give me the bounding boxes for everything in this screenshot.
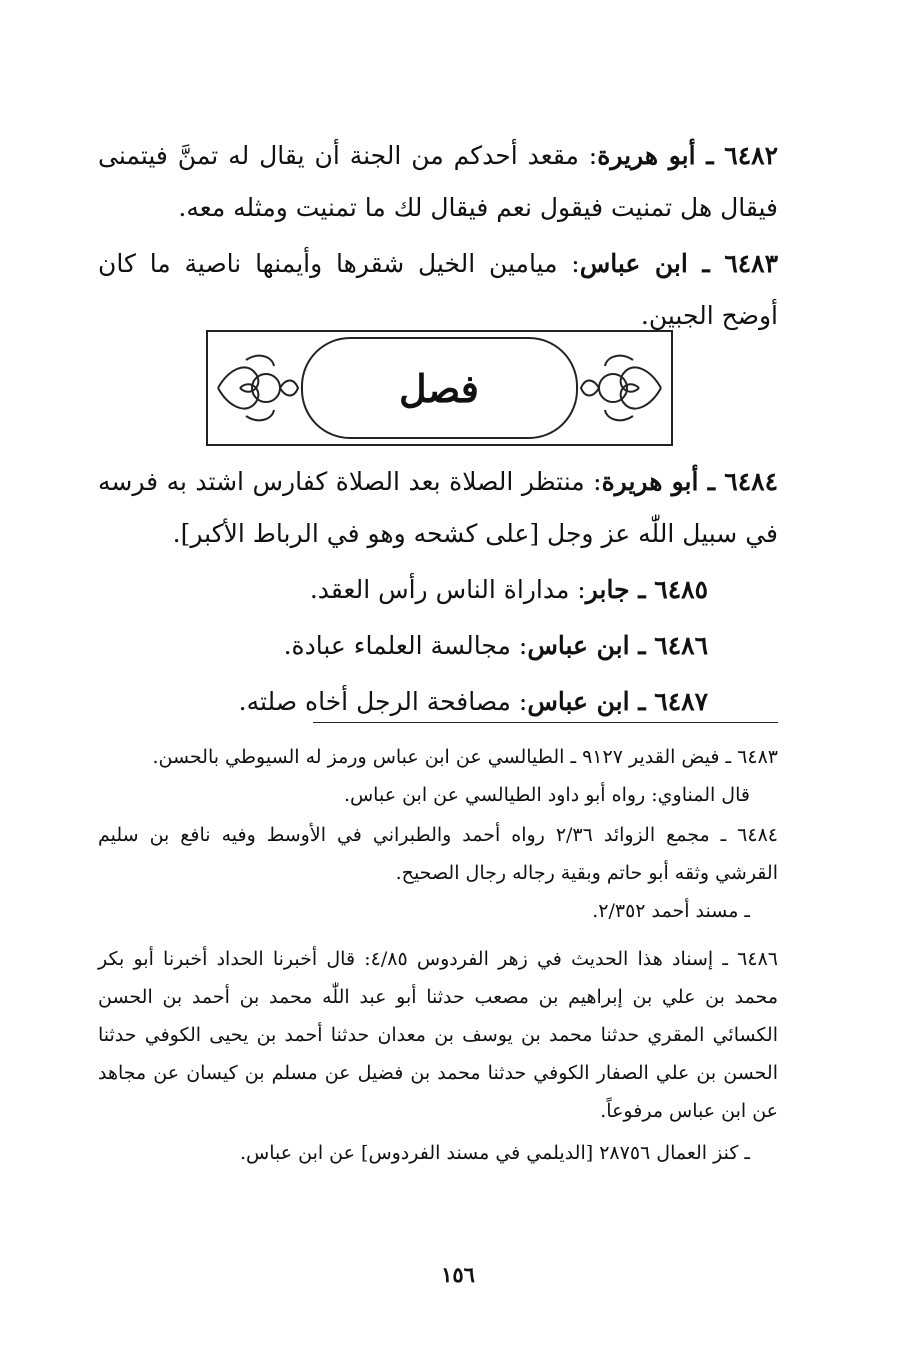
narrator-name: أبو هريرة bbox=[601, 467, 699, 496]
section-header-ornament bbox=[206, 330, 673, 446]
footnote-note: قال المناوي: رواه أبو داود الطيالسي عن ابن عباس. bbox=[343, 784, 750, 806]
narrator-name: ابن عباس bbox=[579, 249, 688, 278]
narrator-name: ابن عباس bbox=[527, 687, 630, 716]
footnote-divider bbox=[313, 722, 778, 723]
footnote-note: ـ مسند أحمد ٢/٣٥٢. bbox=[592, 900, 750, 922]
hadith-entry-6483: ٦٤٨٣ ـ ابن عباس: ميامين الخيل شقرها وأيمنها ناصية ما كان أوضح الجبين. bbox=[98, 249, 779, 330]
entries-top bbox=[98, 130, 778, 342]
entry-text: : مصافحة الرجل أخاه صلته. bbox=[238, 687, 528, 716]
entry-text: : مقعد أحدكم من الجنة أن يقال له تمنَّ فيتمنى فيقال هل تمنيت فيقول نعم فيقال لك ما تمنيت ومثله معه. bbox=[98, 141, 778, 222]
hadith-entry-6482: ٦٤٨٢ ـ أبو هريرة: مقعد أحدكم من الجنة أن يقال له تمنَّ فيتمنى فيقال هل تمنيت فيقول نعم فيقال لك ما تمنيت ومثله معه. bbox=[98, 141, 778, 222]
entries-bottom bbox=[98, 456, 778, 728]
footnote-6486: ٦٤٨٦ ـ إسناد هذا الحديث في زهر الفردوس ٤/٨٥: قال أخبرنا الحداد أخبرنا أبو بكر محمد بن علي بن إبراهيم بن مصعب حدثنا أبو عبد اللّٰه محمد بن أحمد بن الحسن الكسائي المقري حدثنا محمد بن يوسف بن معدان حدثنا أحمد بن يحيى الكوفي حدثنا الحسن بن علي الصفار الكوفي حدثنا محمد بن فضيل عن مسلم بن كيسان عن مجاهد عن ابن عباس مرفوعاً. bbox=[98, 948, 778, 1122]
narrator-name: جابر bbox=[585, 575, 630, 604]
footnote-6483: ٦٤٨٣ ـ فيض القدير ٩١٢٧ ـ الطيالسي عن ابن عباس ورمز له السيوطي بالحسن. bbox=[152, 746, 778, 768]
hadith-entry-6486: ٦٤٨٦ ـ ابن عباس: مجالسة العلماء عبادة. bbox=[283, 631, 708, 660]
entry-text: : ميامين الخيل شقرها وأيمنها ناصية ما كان أوضح الجبين. bbox=[98, 249, 778, 330]
right-flourish-icon bbox=[581, 356, 661, 421]
narrator-name: ابن عباس bbox=[527, 631, 630, 660]
entry-number: ٦٤٨٣ bbox=[724, 249, 779, 278]
left-flourish-icon bbox=[218, 356, 298, 421]
narrator-name: أبو هريرة bbox=[597, 141, 696, 170]
hadith-entry-6487: ٦٤٨٧ ـ ابن عباس: مصافحة الرجل أخاه صلته. bbox=[238, 687, 708, 716]
entry-number: ٦٤٨٥ bbox=[654, 575, 708, 604]
footnote-6484: ٦٤٨٤ ـ مجمع الزوائد ٢/٣٦ رواه أحمد والطبراني في الأوسط وفيه نافع بن سليم القرشي وثقه أبو حاتم وبقية رجاله رجال الصحيح. bbox=[98, 824, 778, 884]
hadith-entry-6485: ٦٤٨٥ ـ جابر: مداراة الناس رأس العقد. bbox=[309, 575, 708, 604]
section-title: فصل bbox=[399, 366, 479, 411]
entry-number: ٦٤٨٢ bbox=[724, 141, 778, 170]
entry-number: ٦٤٨٦ bbox=[654, 631, 708, 660]
footnotes bbox=[98, 738, 778, 1172]
entry-number: ٦٤٨٤ bbox=[724, 467, 779, 496]
entry-text: : مجالسة العلماء عبادة. bbox=[283, 631, 528, 660]
entry-number: ٦٤٨٧ bbox=[654, 687, 708, 716]
page-number: ١٥٦ bbox=[441, 1262, 475, 1287]
footnote-note: ـ كنز العمال ٢٨٧٥٦ [الديلمي في مسند الفردوس] عن ابن عباس. bbox=[239, 1142, 750, 1164]
entry-text: : مداراة الناس رأس العقد. bbox=[309, 575, 586, 604]
hadith-entry-6484: ٦٤٨٤ ـ أبو هريرة: منتظر الصلاة بعد الصلاة كفارس اشتد به فرسه في سبيل اللّٰه عز وجل [على كشحه وهو في الرباط الأكبر]. bbox=[98, 467, 779, 548]
entry-text: : منتظر الصلاة بعد الصلاة كفارس اشتد به فرسه في سبيل اللّٰه عز وجل [على كشحه وهو في الرباط الأكبر]. bbox=[98, 467, 778, 548]
